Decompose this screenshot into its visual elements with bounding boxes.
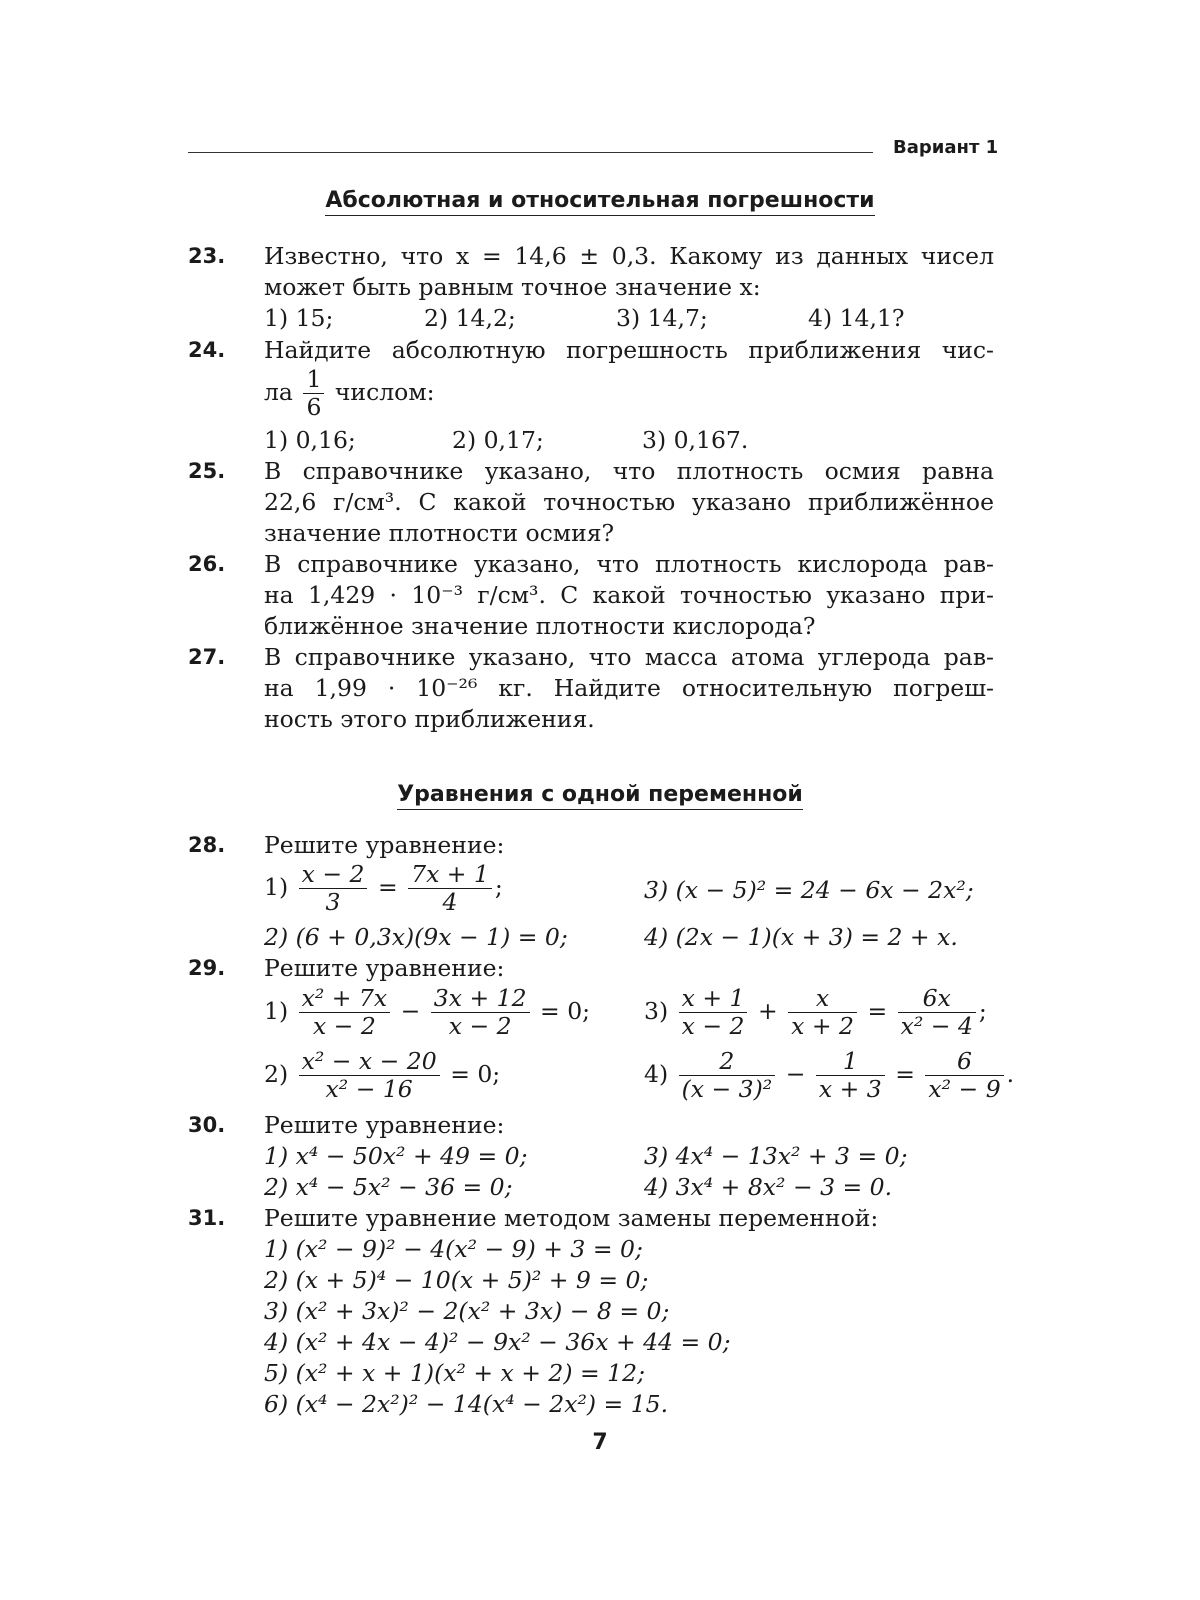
problem-28-title: Решите уравнение: xyxy=(264,831,505,859)
problem-number-24: 24. xyxy=(188,338,226,362)
fraction-one-sixth: $\frac{1}{6}$ xyxy=(303,366,324,421)
problem-25-line-2: 22,6 г/см³. С какой точностью указано приближённое xyxy=(264,488,994,516)
problem-28-item-3: 3) (x − 5)² = 24 − 6x − 2x²; xyxy=(644,876,974,904)
problem-24-text-2: ла $\frac{1}{6}$ числом: xyxy=(264,365,435,421)
problem-23-text-2: может быть равным точное значение x: xyxy=(264,273,761,301)
fraction: $\frac{x}{x + 2}$ xyxy=(788,985,857,1040)
fraction: $\frac{3x + 12}{x - 2}$ xyxy=(431,985,530,1040)
problem-23-option-1: 1) 15; xyxy=(264,304,334,332)
problem-24-option-2: 2) 0,17; xyxy=(452,426,544,454)
problem-29-item-1: 1) $\frac{\text{x² + 7x}}{x - 2}$ − $\frac{3x + 12}{x - 2}$ = 0; xyxy=(264,984,591,1040)
problem-25-line-3: значение плотности осмия? xyxy=(264,519,615,547)
problem-28-item-2: 2) (6 + 0,3x)(9x − 1) = 0; xyxy=(264,923,568,951)
problem-number-28: 28. xyxy=(188,833,226,857)
problem-31-item-3: 3) (x² + 3x)² − 2(x² + 3x) − 8 = 0; xyxy=(264,1297,670,1325)
problem-30-item-2: 2) x⁴ − 5x² − 36 = 0; xyxy=(264,1173,513,1201)
problem-26-line-1: В справочнике указано, что плотность кислорода рав- xyxy=(264,550,994,578)
problem-31-title: Решите уравнение методом замены переменной: xyxy=(264,1204,879,1232)
problem-number-27: 27. xyxy=(188,645,226,669)
problem-31-item-4: 4) (x² + 4x − 4)² − 9x² − 36x + 44 = 0; xyxy=(264,1328,731,1356)
problem-24-option-3: 3) 0,167. xyxy=(642,426,749,454)
problem-28-item-4: 4) (2x − 1)(x + 3) = 2 + x. xyxy=(644,923,958,951)
problem-30-item-3: 3) 4x⁴ − 13x² + 3 = 0; xyxy=(644,1142,908,1170)
problem-number-25: 25. xyxy=(188,459,226,483)
header-rule xyxy=(188,152,873,153)
problem-24-option-1: 1) 0,16; xyxy=(264,426,356,454)
problem-30-item-1: 1) x⁴ − 50x² + 49 = 0; xyxy=(264,1142,528,1170)
problem-31-item-2: 2) (x + 5)⁴ − 10(x + 5)² + 9 = 0; xyxy=(264,1266,649,1294)
problem-27-line-2: на 1,99 · 10⁻²⁶ кг. Найдите относительную погреш- xyxy=(264,674,994,702)
fraction: $\frac{\text{x² + 7x}}{x - 2}$ xyxy=(299,985,391,1040)
fraction: $\frac{\text{x² − x − 20}}{\text{x² − 16}}$ xyxy=(299,1048,440,1103)
fraction: $\frac{x - 2}{3}$ xyxy=(299,861,368,916)
problem-27-line-3: ность этого приближения. xyxy=(264,705,595,733)
problem-23-option-2: 2) 14,2; xyxy=(424,304,516,332)
fraction: $\frac{1}{x + 3}$ xyxy=(816,1048,885,1103)
problem-26-line-2: на 1,429 · 10⁻³ г/см³. С какой точностью указано при- xyxy=(264,581,994,609)
page-number: 7 xyxy=(592,1430,608,1455)
problem-number-30: 30. xyxy=(188,1113,226,1137)
problem-31-item-5: 5) (x² + x + 1)(x² + x + 2) = 12; xyxy=(264,1359,645,1387)
fraction: $\frac{6x}{\text{x² − 4}}$ xyxy=(898,985,976,1040)
problem-30-title: Решите уравнение: xyxy=(264,1111,505,1139)
problem-26-line-3: ближённое значение плотности кислорода? xyxy=(264,612,816,640)
problem-28-item-1: 1) $\frac{x - 2}{3}$ = $\frac{7x + 1}{4}$ ; xyxy=(264,860,503,916)
problem-31-item-1: 1) (x² − 9)² − 4(x² − 9) + 3 = 0; xyxy=(264,1235,643,1263)
problem-29-item-3: 3) $\frac{x + 1}{x - 2}$ + $\frac{x}{x + 2}$ = $\frac{6x}{\text{x² − 4}}$ ; xyxy=(644,984,987,1040)
problem-24-text-1: Найдите абсолютную погрешность приближения чис- xyxy=(264,336,994,364)
problem-23-option-3: 3) 14,7; xyxy=(616,304,708,332)
section-title-equations: Уравнения с одной переменной xyxy=(0,782,1200,807)
fraction: $\frac{x + 1}{x - 2}$ xyxy=(679,985,748,1040)
problem-number-29: 29. xyxy=(188,956,226,980)
fraction: $\frac{7x + 1}{4}$ xyxy=(408,861,492,916)
problem-29-title: Решите уравнение: xyxy=(264,954,505,982)
problem-number-31: 31. xyxy=(188,1206,226,1230)
problem-29-item-2: 2) $\frac{\text{x² − x − 20}}{\text{x² − 16}}$ = 0; xyxy=(264,1047,501,1103)
problem-23-text-1: Известно, что x = 14,6 ± 0,3. Какому из данных чисел xyxy=(264,242,994,270)
problem-number-26: 26. xyxy=(188,552,226,576)
fraction: $\frac{6}{\text{x² − 9}}$ xyxy=(925,1048,1003,1103)
section-title-errors: Абсолютная и относительная погрешности xyxy=(0,188,1200,213)
problem-29-item-4: 4) $\frac{2}{\text{(x − 3)²}}$ − $\frac{1}{x + 3}$ = $\frac{6}{\text{x² − 9}}$ . xyxy=(644,1047,1015,1103)
fraction: $\frac{2}{\text{(x − 3)²}}$ xyxy=(679,1048,776,1103)
problem-number-23: 23. xyxy=(188,244,226,268)
problem-23-option-4: 4) 14,1? xyxy=(808,304,905,332)
variant-label: Вариант 1 xyxy=(893,137,999,158)
problem-31-item-6: 6) (x⁴ − 2x²)² − 14(x⁴ − 2x²) = 15. xyxy=(264,1390,669,1418)
problem-27-line-1: В справочнике указано, что масса атома углерода рав- xyxy=(264,643,994,671)
problem-30-item-4: 4) 3x⁴ + 8x² − 3 = 0. xyxy=(644,1173,893,1201)
problem-25-line-1: В справочнике указано, что плотность осмия равна xyxy=(264,457,994,485)
